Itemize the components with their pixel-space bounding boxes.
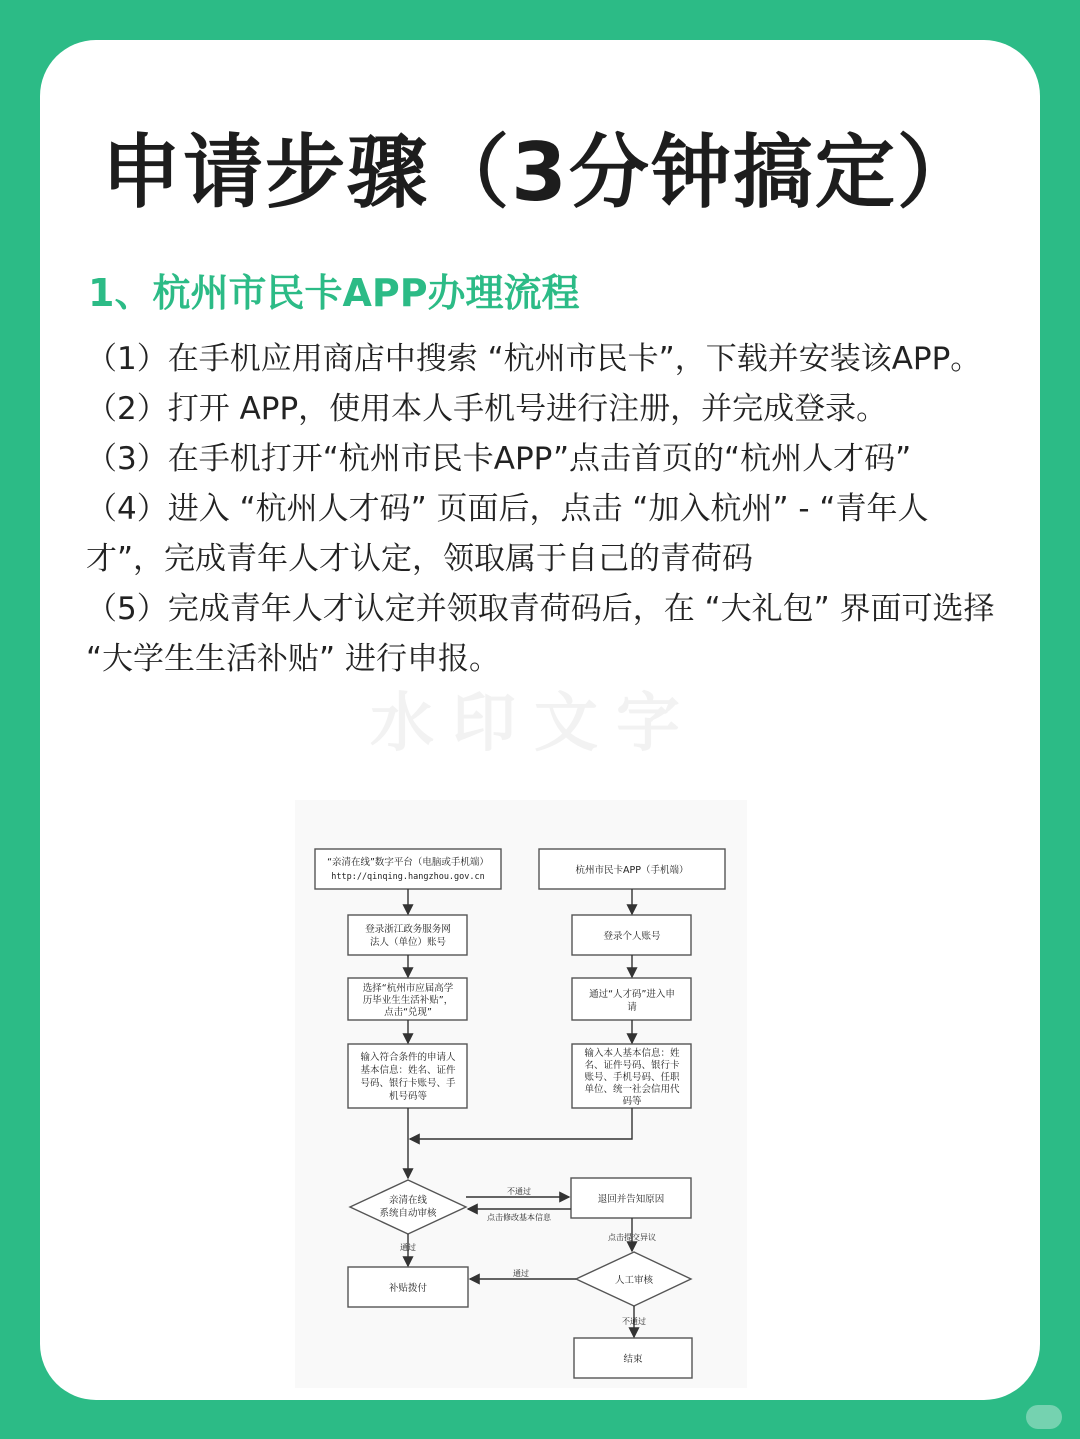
section-heading: 1、杭州市民卡APP办理流程 xyxy=(88,271,580,315)
left-login-text-1: 登录浙江政务服务网 xyxy=(365,924,451,935)
watermark: 水印文字 xyxy=(370,687,698,761)
left-select-text-2: 历毕业生生活补贴”， xyxy=(362,995,454,1006)
flowchart-svg xyxy=(295,800,747,1388)
right-start-text: 杭州市民卡APP（手机端） xyxy=(575,865,689,876)
left-input-text-2: 基本信息：姓名、证件 xyxy=(360,1065,456,1076)
left-input-text-4: 机号码等 xyxy=(388,1091,428,1102)
step-4: （4）进入 “杭州人才码” 页面后，点击 “加入杭州” - “青年人才”，完成青年人才认定，领取属于自己的青荷码 xyxy=(86,491,929,577)
pass-label: 通过 xyxy=(400,1243,416,1252)
steps-list xyxy=(86,334,1006,684)
right-apply-text-2: 请 xyxy=(627,1002,637,1013)
left-login-box xyxy=(348,915,467,955)
objection-label: 点击提交异议 xyxy=(608,1233,656,1242)
right-login-text: 登录个人账号 xyxy=(603,931,661,942)
return-reason-text: 退回并告知原因 xyxy=(597,1194,665,1205)
fail-label: 不通过 xyxy=(507,1187,531,1196)
right-input-text-4: 单位、统一社会信用代 xyxy=(584,1084,680,1095)
pass-label-2: 通过 xyxy=(513,1269,529,1278)
right-input-text-1: 输入本人基本信息：姓 xyxy=(584,1048,680,1059)
auto-review-text-1: 亲清在线 xyxy=(388,1195,428,1206)
step-5: （5）完成青年人才认定并领取青荷码后，在 “大礼包” 界面可选择 “大学生生活补贴” 进行申报。 xyxy=(86,591,995,677)
right-input-text-5: 码等 xyxy=(622,1096,642,1107)
left-input-text-1: 输入符合条件的申请人 xyxy=(360,1052,456,1063)
step-1: （1）在手机应用商店中搜索 “杭州市民卡”，下载并安装该APP。 xyxy=(86,341,982,377)
left-select-text-1: 选择“杭州市应届高学 xyxy=(362,983,454,994)
manual-review-text: 人工审核 xyxy=(614,1275,654,1286)
step-3: （3）在手机打开“杭州市民卡APP”点击首页的“杭州人才码” xyxy=(86,441,912,477)
right-apply-text-1: 通过“人才码”进入申 xyxy=(589,989,675,1000)
auto-review-text-2: 系统自动审核 xyxy=(379,1208,437,1219)
modify-label: 点击修改基本信息 xyxy=(487,1213,551,1222)
left-start-text-1: “亲清在线”数字平台（电脑或手机端） xyxy=(327,857,489,868)
end-text: 结束 xyxy=(623,1354,643,1365)
corner-badge xyxy=(1026,1405,1062,1429)
step-2: （2）打开 APP，使用本人手机号进行注册，并完成登录。 xyxy=(86,391,888,427)
flowchart xyxy=(295,800,747,1388)
left-select-text-3: 点击“兑现” xyxy=(384,1007,432,1018)
arrow-r-merge xyxy=(410,1108,632,1139)
page-title: 申请步骤（3分钟搞定） xyxy=(101,126,979,219)
left-login-text-2: 法人（单位）账号 xyxy=(369,937,447,948)
auto-review-diamond xyxy=(350,1180,466,1234)
left-start-box xyxy=(315,849,501,889)
left-input-text-3: 号码、银行卡账号、手 xyxy=(360,1078,456,1089)
right-input-text-2: 名、证件号码、银行卡 xyxy=(584,1060,680,1071)
left-start-text-2: http://qinqing.hangzhou.gov.cn xyxy=(331,872,485,882)
pay-out-text: 补贴拨付 xyxy=(388,1283,428,1294)
right-input-text-3: 账号、手机号码、任职 xyxy=(584,1072,680,1083)
fail-label-2: 不通过 xyxy=(622,1317,646,1326)
